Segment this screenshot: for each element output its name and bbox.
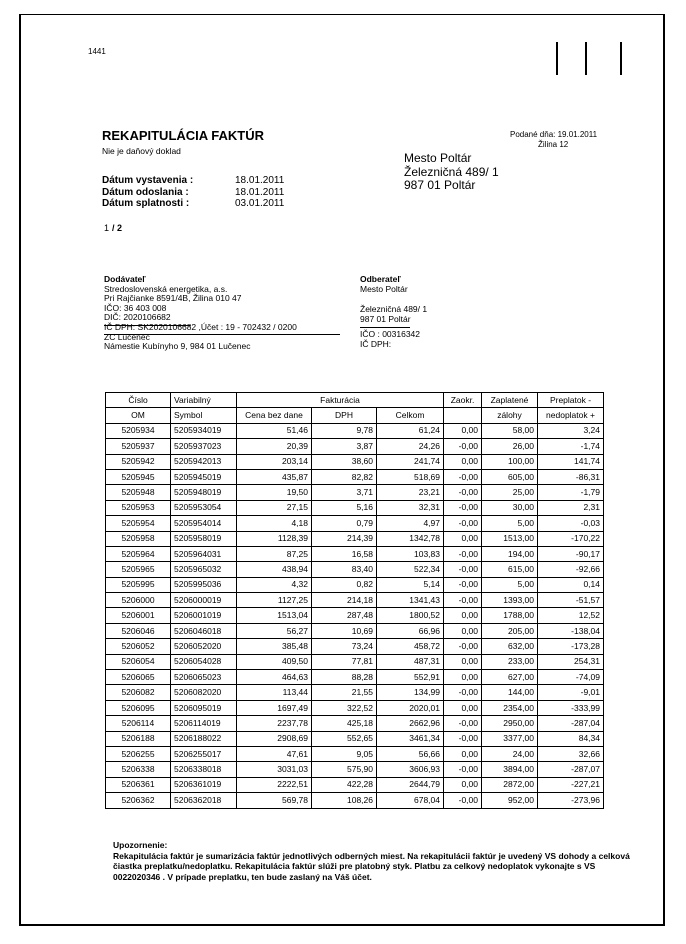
cell-om: 5206000 bbox=[106, 593, 171, 608]
cell-zaokr: 0,00 bbox=[444, 531, 482, 546]
cell-zaokr: -0,00 bbox=[444, 593, 482, 608]
cell-om: 5205995 bbox=[106, 577, 171, 592]
cell-vs: 5206000019 bbox=[171, 593, 237, 608]
cell-cena: 113,44 bbox=[237, 685, 312, 700]
notice-block bbox=[113, 840, 633, 882]
barcode-mark bbox=[556, 42, 558, 75]
header-symbol: Symbol bbox=[171, 408, 237, 423]
cell-preplatok: -287,04 bbox=[538, 716, 604, 731]
document-title: REKAPITULÁCIA FAKTÚR bbox=[102, 128, 265, 143]
cell-cena: 3031,03 bbox=[237, 762, 312, 777]
cell-cena: 47,61 bbox=[237, 746, 312, 761]
cell-dph: 82,82 bbox=[312, 469, 377, 484]
cell-zaokr: -0,00 bbox=[444, 562, 482, 577]
cell-celkom: 518,69 bbox=[377, 469, 444, 484]
cell-om: 5205942 bbox=[106, 454, 171, 469]
cell-zalohy: 233,00 bbox=[482, 654, 538, 669]
cell-dph: 422,28 bbox=[312, 777, 377, 792]
table-row bbox=[106, 577, 604, 592]
date-row bbox=[102, 198, 284, 210]
page-number bbox=[104, 223, 122, 233]
cell-preplatok: -227,21 bbox=[538, 777, 604, 792]
cell-celkom: 66,96 bbox=[377, 623, 444, 638]
table-row bbox=[106, 485, 604, 500]
cell-vs: 5205965032 bbox=[171, 562, 237, 577]
table-row bbox=[106, 746, 604, 761]
cell-cena: 51,46 bbox=[237, 423, 312, 438]
cell-zalohy: 632,00 bbox=[482, 639, 538, 654]
cell-dph: 575,90 bbox=[312, 762, 377, 777]
cell-vs: 5206054028 bbox=[171, 654, 237, 669]
cell-vs: 5206362018 bbox=[171, 793, 237, 808]
table-row bbox=[106, 516, 604, 531]
cell-zalohy: 1788,00 bbox=[482, 608, 538, 623]
supplier-line: IČ DPH: SK2020106682 ,Účet : 19 - 702432 / 0200 bbox=[104, 321, 297, 332]
cell-om: 5205937 bbox=[106, 439, 171, 454]
header-zalohy: zálohy bbox=[482, 408, 538, 423]
cell-preplatok: -92,66 bbox=[538, 562, 604, 577]
cell-zalohy: 2872,00 bbox=[482, 777, 538, 792]
cell-dph: 425,18 bbox=[312, 716, 377, 731]
supplier-heading: Dodávateľ bbox=[104, 274, 146, 284]
cell-dph: 552,65 bbox=[312, 731, 377, 746]
cell-om: 5205965 bbox=[106, 562, 171, 577]
table-row bbox=[106, 562, 604, 577]
cell-celkom: 5,14 bbox=[377, 577, 444, 592]
table-row bbox=[106, 593, 604, 608]
cell-vs: 5206338018 bbox=[171, 762, 237, 777]
table-row bbox=[106, 716, 604, 731]
cell-zaokr: 0,00 bbox=[444, 670, 482, 685]
cell-preplatok: 3,24 bbox=[538, 423, 604, 438]
cell-celkom: 3461,34 bbox=[377, 731, 444, 746]
cell-preplatok: 254,31 bbox=[538, 654, 604, 669]
cell-vs: 5206095019 bbox=[171, 700, 237, 715]
supplier-line: DIČ: 2020106682 bbox=[104, 312, 171, 323]
cell-dph: 10,69 bbox=[312, 623, 377, 638]
cell-vs: 5206188022 bbox=[171, 731, 237, 746]
table-row bbox=[106, 500, 604, 515]
cell-preplatok: -86,31 bbox=[538, 469, 604, 484]
date-label: Dátum vystavenia : bbox=[102, 175, 194, 186]
cell-preplatok: 0,14 bbox=[538, 577, 604, 592]
cell-om: 5206001 bbox=[106, 608, 171, 623]
customer-street: Železničná 489/ 1 bbox=[360, 304, 428, 315]
cell-cena: 2222,51 bbox=[237, 777, 312, 792]
cell-cena: 435,87 bbox=[237, 469, 312, 484]
cell-preplatok: -1,79 bbox=[538, 485, 604, 500]
cell-zalohy: 1393,00 bbox=[482, 593, 538, 608]
cell-cena: 1513,04 bbox=[237, 608, 312, 623]
cell-dph: 108,26 bbox=[312, 793, 377, 808]
cell-preplatok: -74,09 bbox=[538, 670, 604, 685]
cell-cena: 203,14 bbox=[237, 454, 312, 469]
cell-celkom: 56,66 bbox=[377, 746, 444, 761]
cell-dph: 88,28 bbox=[312, 670, 377, 685]
cell-cena: 569,78 bbox=[237, 793, 312, 808]
cell-zalohy: 2950,00 bbox=[482, 716, 538, 731]
cell-celkom: 2020,01 bbox=[377, 700, 444, 715]
supplier-line: Pri Rajčianke 8591/4B, Žilina 010 47 bbox=[104, 293, 242, 304]
customer-heading: Odberateľ bbox=[360, 274, 401, 284]
cell-preplatok: -90,17 bbox=[538, 546, 604, 561]
cell-om: 5205953 bbox=[106, 500, 171, 515]
cell-celkom: 1342,78 bbox=[377, 531, 444, 546]
cell-zalohy: 1513,00 bbox=[482, 531, 538, 546]
cell-dph: 73,24 bbox=[312, 639, 377, 654]
supplier-line: Stredoslovenská energetika, a.s. bbox=[104, 283, 228, 294]
cell-dph: 0,82 bbox=[312, 577, 377, 592]
cell-zaokr: 0,00 bbox=[444, 654, 482, 669]
cell-zalohy: 5,00 bbox=[482, 577, 538, 592]
cell-om: 5206095 bbox=[106, 700, 171, 715]
cell-dph: 77,81 bbox=[312, 654, 377, 669]
cell-celkom: 487,31 bbox=[377, 654, 444, 669]
cell-preplatok: 2,31 bbox=[538, 500, 604, 515]
cell-cena: 27,15 bbox=[237, 500, 312, 515]
cell-celkom: 23,21 bbox=[377, 485, 444, 500]
cell-vs: 5206255017 bbox=[171, 746, 237, 761]
cell-zalohy: 5,00 bbox=[482, 516, 538, 531]
cell-dph: 322,52 bbox=[312, 700, 377, 715]
cell-zalohy: 30,00 bbox=[482, 500, 538, 515]
supplier-line: IČO: 36 403 008 bbox=[104, 302, 167, 313]
cell-cena: 385,48 bbox=[237, 639, 312, 654]
supplier-block bbox=[104, 275, 297, 352]
cell-preplatok: -287,07 bbox=[538, 762, 604, 777]
date-row bbox=[102, 187, 284, 199]
cell-dph: 9,05 bbox=[312, 746, 377, 761]
cell-zaokr: -0,00 bbox=[444, 546, 482, 561]
cell-cena: 438,94 bbox=[237, 562, 312, 577]
cell-celkom: 4,97 bbox=[377, 516, 444, 531]
cell-vs: 5205945019 bbox=[171, 469, 237, 484]
cell-celkom: 458,72 bbox=[377, 639, 444, 654]
barcode-mark bbox=[620, 42, 622, 75]
cell-zalohy: 952,00 bbox=[482, 793, 538, 808]
cell-zaokr: -0,00 bbox=[444, 639, 482, 654]
cell-cena: 2237,78 bbox=[237, 716, 312, 731]
cell-vs: 5205948019 bbox=[171, 485, 237, 500]
cell-vs: 5206052020 bbox=[171, 639, 237, 654]
customer-ico: IČO : 00316342 bbox=[360, 329, 421, 340]
table-row bbox=[106, 639, 604, 654]
dates-block bbox=[102, 175, 284, 210]
cell-om: 5206065 bbox=[106, 670, 171, 685]
cell-dph: 83,40 bbox=[312, 562, 377, 577]
cell-vs: 5205995036 bbox=[171, 577, 237, 592]
cell-preplatok: -1,74 bbox=[538, 439, 604, 454]
cell-zaokr: -0,00 bbox=[444, 439, 482, 454]
cell-cena: 4,18 bbox=[237, 516, 312, 531]
header-celkom: Celkom bbox=[377, 408, 444, 423]
cell-celkom: 24,26 bbox=[377, 439, 444, 454]
cell-dph: 214,39 bbox=[312, 531, 377, 546]
cell-zaokr: -0,00 bbox=[444, 469, 482, 484]
cell-zalohy: 205,00 bbox=[482, 623, 538, 638]
document-subtitle: Nie je daňový doklad bbox=[102, 146, 181, 156]
cell-cena: 1127,25 bbox=[237, 593, 312, 608]
cell-om: 5206361 bbox=[106, 777, 171, 792]
customer-block bbox=[360, 275, 427, 350]
cell-zaokr: 0,00 bbox=[444, 700, 482, 715]
divider bbox=[104, 325, 190, 326]
cell-vs: 5205934019 bbox=[171, 423, 237, 438]
cell-zaokr: -0,00 bbox=[444, 516, 482, 531]
cell-dph: 3,71 bbox=[312, 485, 377, 500]
cell-cena: 20,39 bbox=[237, 439, 312, 454]
cell-zaokr: -0,00 bbox=[444, 500, 482, 515]
cell-zaokr: 0,00 bbox=[444, 454, 482, 469]
cell-preplatok: 84,34 bbox=[538, 731, 604, 746]
recipient-address bbox=[404, 152, 499, 193]
cell-zalohy: 144,00 bbox=[482, 685, 538, 700]
table-row bbox=[106, 454, 604, 469]
cell-cena: 1128,39 bbox=[237, 531, 312, 546]
cell-preplatok: -9,01 bbox=[538, 685, 604, 700]
cell-vs: 5205958019 bbox=[171, 531, 237, 546]
page-total: / 2 bbox=[112, 223, 123, 233]
cell-vs: 5205964031 bbox=[171, 546, 237, 561]
cell-celkom: 552,91 bbox=[377, 670, 444, 685]
cell-zaokr: 0,00 bbox=[444, 746, 482, 761]
cell-om: 5206046 bbox=[106, 623, 171, 638]
recipient-city: 987 01 Poltár bbox=[404, 178, 476, 192]
cell-zaokr: -0,00 bbox=[444, 685, 482, 700]
submitted-place: Žilina 12 bbox=[538, 140, 569, 149]
customer-icdph: IČ DPH: bbox=[360, 338, 392, 349]
cell-vs: 5206001019 bbox=[171, 608, 237, 623]
cell-dph: 3,87 bbox=[312, 439, 377, 454]
cell-vs: 5206065023 bbox=[171, 670, 237, 685]
header-om: OM bbox=[106, 408, 171, 423]
barcode-mark bbox=[585, 42, 587, 75]
cell-zaokr: -0,00 bbox=[444, 762, 482, 777]
cell-vs: 5206114019 bbox=[171, 716, 237, 731]
cell-vs: 5205954014 bbox=[171, 516, 237, 531]
cell-cena: 56,27 bbox=[237, 623, 312, 638]
cell-om: 5206255 bbox=[106, 746, 171, 761]
cell-zalohy: 605,00 bbox=[482, 469, 538, 484]
cell-zalohy: 615,00 bbox=[482, 562, 538, 577]
cell-zaokr: 0,00 bbox=[444, 623, 482, 638]
cell-om: 5206188 bbox=[106, 731, 171, 746]
cell-preplatok: -170,22 bbox=[538, 531, 604, 546]
header-vs: Variabilný bbox=[171, 393, 237, 408]
cell-celkom: 1800,52 bbox=[377, 608, 444, 623]
cell-zaokr: -0,00 bbox=[444, 793, 482, 808]
cell-celkom: 2644,79 bbox=[377, 777, 444, 792]
cell-zaokr: -0,00 bbox=[444, 731, 482, 746]
table-row bbox=[106, 777, 604, 792]
notice-text: Rekapitulácia faktúr je sumarizácia faktúr jednotlivých odberných miest. Na rekapitulácii faktúr je uvedený VS dohody a celková čiastka preplatku/nedoplatku. Rekapitulácia faktúr slúži pre platobný styk. Platbu za celkový nedoplatok vykonajte s VS 0022020346 . V prípade preplatku, ten bude zaslaný na Váš účet. bbox=[113, 850, 630, 882]
cell-celkom: 2662,96 bbox=[377, 716, 444, 731]
cell-vs: 5205942013 bbox=[171, 454, 237, 469]
cell-om: 5205945 bbox=[106, 469, 171, 484]
cell-preplatok: 141,74 bbox=[538, 454, 604, 469]
cell-vs: 5206361019 bbox=[171, 777, 237, 792]
cell-vs: 5206046018 bbox=[171, 623, 237, 638]
cell-dph: 9,78 bbox=[312, 423, 377, 438]
supplier-line: ZC Lučenec bbox=[104, 331, 150, 342]
cell-om: 5206052 bbox=[106, 639, 171, 654]
table-row bbox=[106, 623, 604, 638]
date-label: Dátum odoslania : bbox=[102, 186, 189, 198]
divider bbox=[360, 327, 410, 328]
cell-cena: 464,63 bbox=[237, 670, 312, 685]
customer-name: Mesto Poltár bbox=[360, 283, 408, 294]
cell-om: 5206338 bbox=[106, 762, 171, 777]
cell-dph: 21,55 bbox=[312, 685, 377, 700]
date-label: Dátum splatnosti : bbox=[102, 198, 190, 209]
table-row bbox=[106, 793, 604, 808]
divider bbox=[104, 334, 340, 335]
cell-celkom: 1341,43 bbox=[377, 593, 444, 608]
cell-preplatok: -273,96 bbox=[538, 793, 604, 808]
table-row bbox=[106, 439, 604, 454]
cell-dph: 214,18 bbox=[312, 593, 377, 608]
header-zaplatene: Zaplatené bbox=[482, 393, 538, 408]
cell-celkom: 678,04 bbox=[377, 793, 444, 808]
cell-celkom: 32,31 bbox=[377, 500, 444, 515]
table-row bbox=[106, 423, 604, 438]
header-zaokr: Zaokr. bbox=[444, 393, 482, 408]
table-row bbox=[106, 546, 604, 561]
cell-zalohy: 2354,00 bbox=[482, 700, 538, 715]
table-row bbox=[106, 685, 604, 700]
header-cislo: Číslo bbox=[106, 393, 171, 408]
cell-om: 5205934 bbox=[106, 423, 171, 438]
cell-zalohy: 627,00 bbox=[482, 670, 538, 685]
cell-om: 5205954 bbox=[106, 516, 171, 531]
cell-om: 5205948 bbox=[106, 485, 171, 500]
invoice-table bbox=[105, 392, 604, 809]
supplier-line: Námestie Kubínyho 9, 984 01 Lučenec bbox=[104, 341, 251, 352]
cell-om: 5205964 bbox=[106, 546, 171, 561]
header-cena: Cena bez dane bbox=[237, 408, 312, 423]
cell-zaokr: 0,00 bbox=[444, 608, 482, 623]
customer-city: 987 01 Poltár bbox=[360, 313, 411, 324]
cell-preplatok: -51,57 bbox=[538, 593, 604, 608]
table-row bbox=[106, 654, 604, 669]
table-row bbox=[106, 670, 604, 685]
recipient-name: Mesto Poltár bbox=[404, 151, 472, 165]
cell-preplatok: -138,04 bbox=[538, 623, 604, 638]
cell-preplatok: -333,99 bbox=[538, 700, 604, 715]
header-preplatok: Preplatok - bbox=[538, 393, 604, 408]
cell-preplatok: -0,03 bbox=[538, 516, 604, 531]
document-code: 1441 bbox=[88, 47, 106, 56]
cell-dph: 38,60 bbox=[312, 454, 377, 469]
cell-celkom: 61,24 bbox=[377, 423, 444, 438]
cell-cena: 2908,69 bbox=[237, 731, 312, 746]
cell-cena: 87,25 bbox=[237, 546, 312, 561]
cell-dph: 16,58 bbox=[312, 546, 377, 561]
cell-cena: 1697,49 bbox=[237, 700, 312, 715]
cell-zalohy: 26,00 bbox=[482, 439, 538, 454]
cell-om: 5206114 bbox=[106, 716, 171, 731]
cell-celkom: 522,34 bbox=[377, 562, 444, 577]
cell-zalohy: 194,00 bbox=[482, 546, 538, 561]
date-value: 18.01.2011 bbox=[235, 175, 285, 186]
header-empty bbox=[444, 408, 482, 423]
table-row bbox=[106, 469, 604, 484]
cell-cena: 19,50 bbox=[237, 485, 312, 500]
cell-zaokr: -0,00 bbox=[444, 485, 482, 500]
cell-zaokr: 0,00 bbox=[444, 777, 482, 792]
cell-zaokr: -0,00 bbox=[444, 716, 482, 731]
cell-preplatok: 12,52 bbox=[538, 608, 604, 623]
recipient-street: Železničná 489/ 1 bbox=[404, 164, 499, 179]
cell-zalohy: 100,00 bbox=[482, 454, 538, 469]
notice-heading: Upozornenie: bbox=[113, 840, 168, 850]
submitted-date: Podané dňa: 19.01.2011 bbox=[510, 130, 598, 139]
cell-zalohy: 24,00 bbox=[482, 746, 538, 761]
date-value: 03.01.2011 bbox=[235, 198, 285, 209]
table-row bbox=[106, 700, 604, 715]
date-value: 18.01.2011 bbox=[235, 186, 285, 198]
cell-dph: 287,48 bbox=[312, 608, 377, 623]
cell-zalohy: 58,00 bbox=[482, 423, 538, 438]
table-row bbox=[106, 762, 604, 777]
cell-zaokr: -0,00 bbox=[444, 577, 482, 592]
cell-vs: 5205937023 bbox=[171, 439, 237, 454]
table-row bbox=[106, 531, 604, 546]
cell-zalohy: 25,00 bbox=[482, 485, 538, 500]
cell-preplatok: -173,28 bbox=[538, 639, 604, 654]
cell-celkom: 241,74 bbox=[377, 454, 444, 469]
cell-cena: 409,50 bbox=[237, 654, 312, 669]
cell-vs: 5205953054 bbox=[171, 500, 237, 515]
header-nedoplatok: nedoplatok + bbox=[538, 408, 604, 423]
date-row bbox=[102, 175, 284, 187]
cell-cena: 4,32 bbox=[237, 577, 312, 592]
cell-zaokr: 0,00 bbox=[444, 423, 482, 438]
table-row bbox=[106, 608, 604, 623]
cell-dph: 0,79 bbox=[312, 516, 377, 531]
header-fakturacia: Fakturácia bbox=[237, 393, 444, 408]
cell-dph: 5,16 bbox=[312, 500, 377, 515]
cell-preplatok: 32,66 bbox=[538, 746, 604, 761]
cell-om: 5206082 bbox=[106, 685, 171, 700]
cell-celkom: 134,99 bbox=[377, 685, 444, 700]
table-row bbox=[106, 731, 604, 746]
cell-zalohy: 3894,00 bbox=[482, 762, 538, 777]
cell-om: 5205958 bbox=[106, 531, 171, 546]
cell-om: 5206054 bbox=[106, 654, 171, 669]
cell-zalohy: 3377,00 bbox=[482, 731, 538, 746]
cell-celkom: 103,83 bbox=[377, 546, 444, 561]
cell-om: 5206362 bbox=[106, 793, 171, 808]
header-dph: DPH bbox=[312, 408, 377, 423]
page-current: 1 bbox=[104, 223, 110, 233]
cell-celkom: 3606,93 bbox=[377, 762, 444, 777]
cell-vs: 5206082020 bbox=[171, 685, 237, 700]
